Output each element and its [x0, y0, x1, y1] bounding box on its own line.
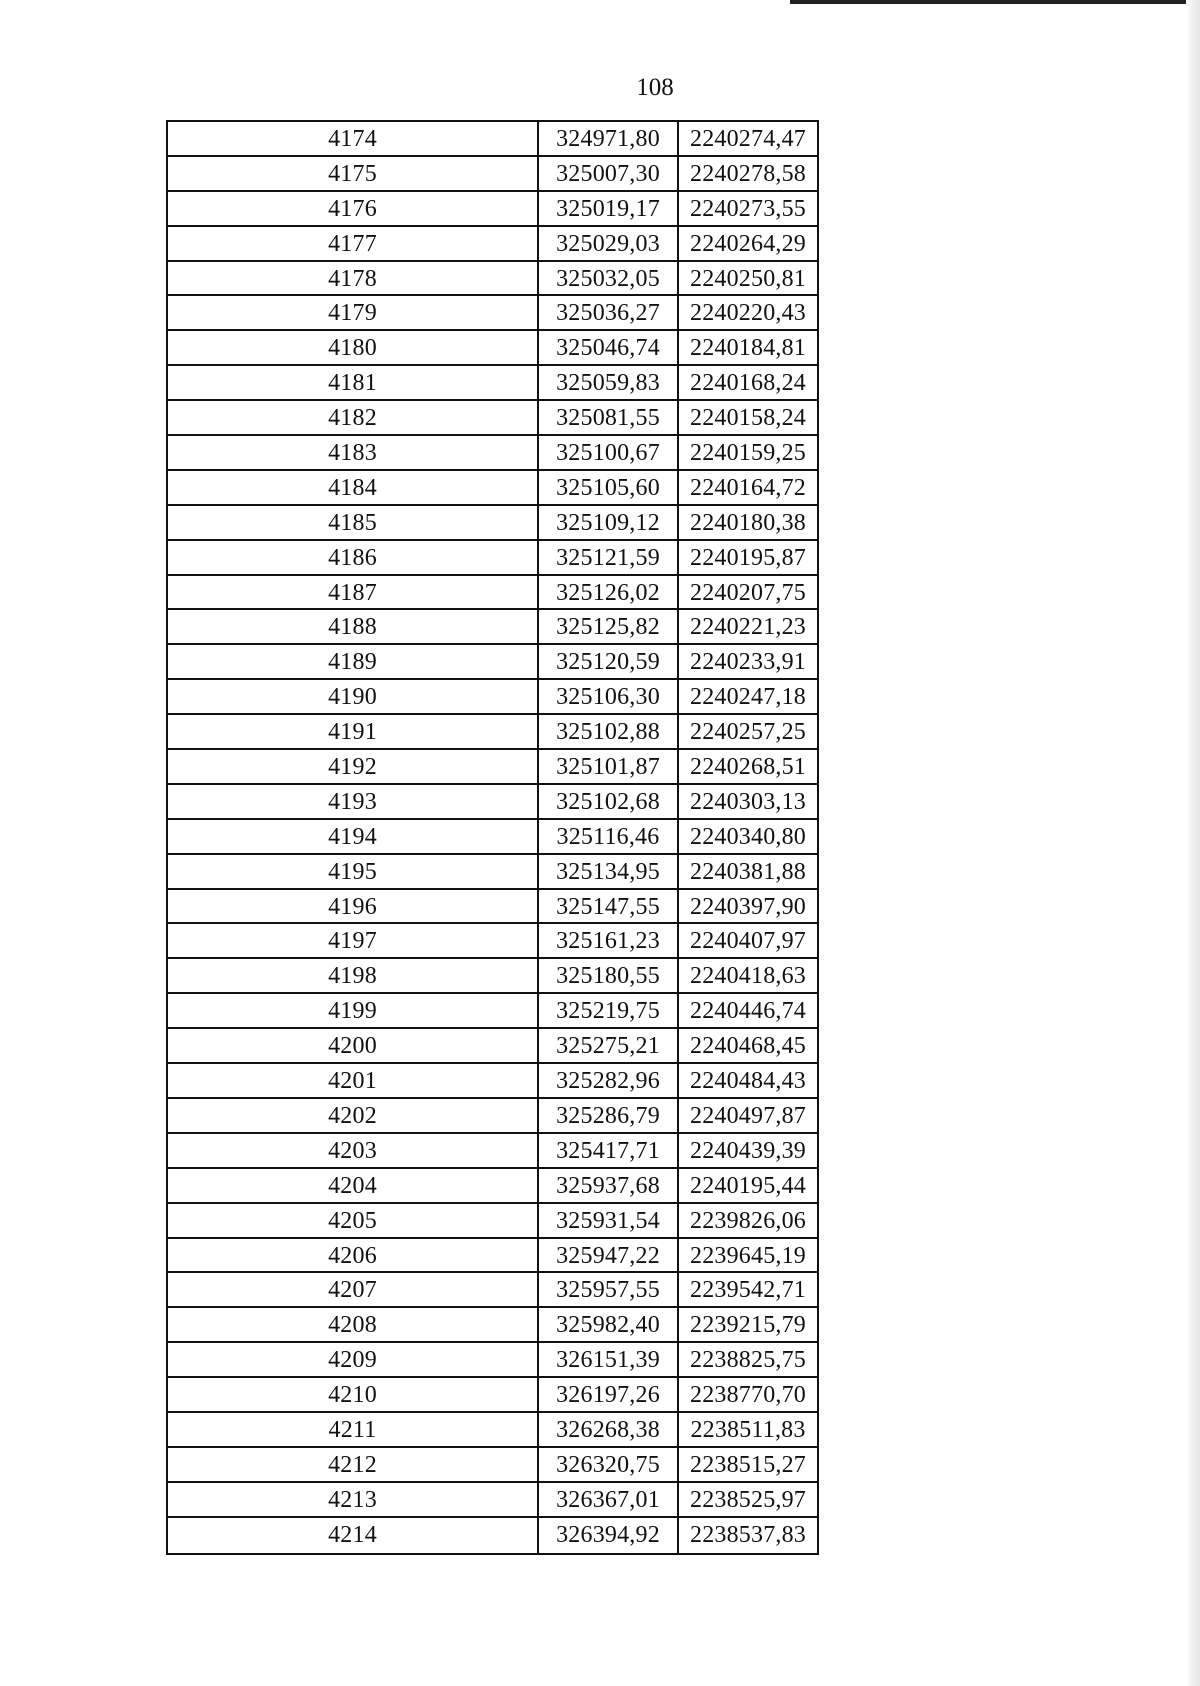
- point-number-cell: 4177: [168, 227, 539, 260]
- y-coordinate-cell: 2238770,70: [679, 1378, 819, 1411]
- x-coordinate-cell: 325982,40: [539, 1308, 679, 1341]
- table-row: [168, 262, 819, 297]
- y-coordinate-cell: 2240164,72: [679, 471, 819, 504]
- point-number-cell: 4207: [168, 1273, 539, 1306]
- point-number-cell: 4195: [168, 855, 539, 888]
- x-coordinate-cell: 325116,46: [539, 820, 679, 853]
- point-number-cell: 4194: [168, 820, 539, 853]
- point-number-cell: 4174: [168, 122, 539, 155]
- y-coordinate-cell: 2240340,80: [679, 820, 819, 853]
- point-number-cell: 4196: [168, 890, 539, 923]
- y-coordinate-cell: 2240158,24: [679, 401, 819, 434]
- x-coordinate-cell: 325059,83: [539, 366, 679, 399]
- table-row: [168, 576, 819, 611]
- x-coordinate-cell: 325101,87: [539, 750, 679, 783]
- point-number-cell: 4192: [168, 750, 539, 783]
- table-row: [168, 645, 819, 680]
- x-coordinate-cell: 325161,23: [539, 924, 679, 957]
- y-coordinate-cell: 2238537,83: [679, 1518, 819, 1553]
- y-coordinate-cell: 2240268,51: [679, 750, 819, 783]
- point-number-cell: 4189: [168, 645, 539, 678]
- x-coordinate-cell: 325121,59: [539, 541, 679, 574]
- point-number-cell: 4181: [168, 366, 539, 399]
- table-row: [168, 1099, 819, 1134]
- y-coordinate-cell: 2240468,45: [679, 1029, 819, 1062]
- point-number-cell: 4199: [168, 994, 539, 1027]
- y-coordinate-cell: 2240446,74: [679, 994, 819, 1027]
- point-number-cell: 4190: [168, 680, 539, 713]
- y-coordinate-cell: 2240274,47: [679, 122, 819, 155]
- y-coordinate-cell: 2240303,13: [679, 785, 819, 818]
- table-row: [168, 1273, 819, 1308]
- table-row: [168, 1064, 819, 1099]
- point-number-cell: 4206: [168, 1239, 539, 1272]
- table-row: [168, 541, 819, 576]
- y-coordinate-cell: 2240497,87: [679, 1099, 819, 1132]
- x-coordinate-cell: 325937,68: [539, 1169, 679, 1202]
- table-row: [168, 610, 819, 645]
- table-row: [168, 1483, 819, 1518]
- y-coordinate-cell: 2238525,97: [679, 1483, 819, 1516]
- x-coordinate-cell: 325102,68: [539, 785, 679, 818]
- x-coordinate-cell: 325032,05: [539, 262, 679, 295]
- table-row: [168, 1518, 819, 1553]
- table-row: [168, 506, 819, 541]
- point-number-cell: 4178: [168, 262, 539, 295]
- y-coordinate-cell: 2240180,38: [679, 506, 819, 539]
- x-coordinate-cell: 325120,59: [539, 645, 679, 678]
- point-number-cell: 4182: [168, 401, 539, 434]
- table-row: [168, 994, 819, 1029]
- y-coordinate-cell: 2240168,24: [679, 366, 819, 399]
- point-number-cell: 4209: [168, 1343, 539, 1376]
- y-coordinate-cell: 2240159,25: [679, 436, 819, 469]
- table-row: [168, 1239, 819, 1274]
- x-coordinate-cell: 325125,82: [539, 610, 679, 643]
- x-coordinate-cell: 326268,38: [539, 1413, 679, 1446]
- point-number-cell: 4198: [168, 959, 539, 992]
- table-row: [168, 1204, 819, 1239]
- table-row: [168, 855, 819, 890]
- point-number-cell: 4203: [168, 1134, 539, 1167]
- y-coordinate-cell: 2238515,27: [679, 1448, 819, 1481]
- y-coordinate-cell: 2240195,44: [679, 1169, 819, 1202]
- table-row: [168, 227, 819, 262]
- x-coordinate-cell: 325282,96: [539, 1064, 679, 1097]
- table-row: [168, 471, 819, 506]
- y-coordinate-cell: 2238825,75: [679, 1343, 819, 1376]
- table-row: [168, 1448, 819, 1483]
- table-row: [168, 1134, 819, 1169]
- x-coordinate-cell: 326394,92: [539, 1518, 679, 1553]
- y-coordinate-cell: 2239645,19: [679, 1239, 819, 1272]
- x-coordinate-cell: 325105,60: [539, 471, 679, 504]
- point-number-cell: 4213: [168, 1483, 539, 1516]
- point-number-cell: 4179: [168, 296, 539, 329]
- x-coordinate-cell: 325081,55: [539, 401, 679, 434]
- y-coordinate-cell: 2240273,55: [679, 192, 819, 225]
- point-number-cell: 4184: [168, 471, 539, 504]
- x-coordinate-cell: 325180,55: [539, 959, 679, 992]
- table-row: [168, 296, 819, 331]
- y-coordinate-cell: 2240221,23: [679, 610, 819, 643]
- x-coordinate-cell: 325931,54: [539, 1204, 679, 1237]
- coordinates-table: [166, 120, 819, 1555]
- y-coordinate-cell: 2240220,43: [679, 296, 819, 329]
- x-coordinate-cell: 324971,80: [539, 122, 679, 155]
- table-row: [168, 924, 819, 959]
- table-row: [168, 1378, 819, 1413]
- table-row: [168, 959, 819, 994]
- point-number-cell: 4211: [168, 1413, 539, 1446]
- y-coordinate-cell: 2240247,18: [679, 680, 819, 713]
- table-row: [168, 1413, 819, 1448]
- x-coordinate-cell: 325100,67: [539, 436, 679, 469]
- point-number-cell: 4183: [168, 436, 539, 469]
- x-coordinate-cell: 325102,88: [539, 715, 679, 748]
- y-coordinate-cell: 2240257,25: [679, 715, 819, 748]
- table-row: [168, 436, 819, 471]
- table-row: [168, 820, 819, 855]
- table-row: [168, 122, 819, 157]
- point-number-cell: 4202: [168, 1099, 539, 1132]
- x-coordinate-cell: 325134,95: [539, 855, 679, 888]
- point-number-cell: 4212: [168, 1448, 539, 1481]
- table-row: [168, 1308, 819, 1343]
- point-number-cell: 4214: [168, 1518, 539, 1553]
- y-coordinate-cell: 2240195,87: [679, 541, 819, 574]
- x-coordinate-cell: 326197,26: [539, 1378, 679, 1411]
- x-coordinate-cell: 325036,27: [539, 296, 679, 329]
- y-coordinate-cell: 2239542,71: [679, 1273, 819, 1306]
- point-number-cell: 4187: [168, 576, 539, 609]
- x-coordinate-cell: 325286,79: [539, 1099, 679, 1132]
- x-coordinate-cell: 325275,21: [539, 1029, 679, 1062]
- point-number-cell: 4175: [168, 157, 539, 190]
- table-row: [168, 401, 819, 436]
- point-number-cell: 4204: [168, 1169, 539, 1202]
- y-coordinate-cell: 2240250,81: [679, 262, 819, 295]
- x-coordinate-cell: 325417,71: [539, 1134, 679, 1167]
- point-number-cell: 4180: [168, 331, 539, 364]
- scan-edge-shadow: [1186, 0, 1200, 1686]
- y-coordinate-cell: 2240484,43: [679, 1064, 819, 1097]
- table-row: [168, 1029, 819, 1064]
- table-row: [168, 1343, 819, 1378]
- x-coordinate-cell: 325947,22: [539, 1239, 679, 1272]
- table-row: [168, 785, 819, 820]
- y-coordinate-cell: 2240264,29: [679, 227, 819, 260]
- x-coordinate-cell: 325046,74: [539, 331, 679, 364]
- y-coordinate-cell: 2240407,97: [679, 924, 819, 957]
- point-number-cell: 4205: [168, 1204, 539, 1237]
- table-row: [168, 157, 819, 192]
- point-number-cell: 4210: [168, 1378, 539, 1411]
- x-coordinate-cell: 325126,02: [539, 576, 679, 609]
- y-coordinate-cell: 2240278,58: [679, 157, 819, 190]
- point-number-cell: 4186: [168, 541, 539, 574]
- table-row: [168, 192, 819, 227]
- y-coordinate-cell: 2239826,06: [679, 1204, 819, 1237]
- table-row: [168, 715, 819, 750]
- point-number-cell: 4176: [168, 192, 539, 225]
- table-row: [168, 366, 819, 401]
- x-coordinate-cell: 325957,55: [539, 1273, 679, 1306]
- table-row: [168, 750, 819, 785]
- x-coordinate-cell: 325106,30: [539, 680, 679, 713]
- table-row: [168, 890, 819, 925]
- x-coordinate-cell: 325007,30: [539, 157, 679, 190]
- y-coordinate-cell: 2240439,39: [679, 1134, 819, 1167]
- point-number-cell: 4201: [168, 1064, 539, 1097]
- top-border-line: [790, 0, 1200, 4]
- y-coordinate-cell: 2240207,75: [679, 576, 819, 609]
- point-number-cell: 4200: [168, 1029, 539, 1062]
- point-number-cell: 4197: [168, 924, 539, 957]
- point-number-cell: 4191: [168, 715, 539, 748]
- table-row: [168, 1169, 819, 1204]
- x-coordinate-cell: 325219,75: [539, 994, 679, 1027]
- y-coordinate-cell: 2240233,91: [679, 645, 819, 678]
- x-coordinate-cell: 326367,01: [539, 1483, 679, 1516]
- y-coordinate-cell: 2240381,88: [679, 855, 819, 888]
- table-row: [168, 680, 819, 715]
- x-coordinate-cell: 326320,75: [539, 1448, 679, 1481]
- x-coordinate-cell: 325147,55: [539, 890, 679, 923]
- x-coordinate-cell: 325029,03: [539, 227, 679, 260]
- page-number: 108: [636, 74, 674, 101]
- x-coordinate-cell: 325109,12: [539, 506, 679, 539]
- y-coordinate-cell: 2240418,63: [679, 959, 819, 992]
- y-coordinate-cell: 2240397,90: [679, 890, 819, 923]
- table-row: [168, 331, 819, 366]
- point-number-cell: 4188: [168, 610, 539, 643]
- point-number-cell: 4185: [168, 506, 539, 539]
- y-coordinate-cell: 2239215,79: [679, 1308, 819, 1341]
- point-number-cell: 4208: [168, 1308, 539, 1341]
- point-number-cell: 4193: [168, 785, 539, 818]
- x-coordinate-cell: 325019,17: [539, 192, 679, 225]
- y-coordinate-cell: 2238511,83: [679, 1413, 819, 1446]
- x-coordinate-cell: 326151,39: [539, 1343, 679, 1376]
- y-coordinate-cell: 2240184,81: [679, 331, 819, 364]
